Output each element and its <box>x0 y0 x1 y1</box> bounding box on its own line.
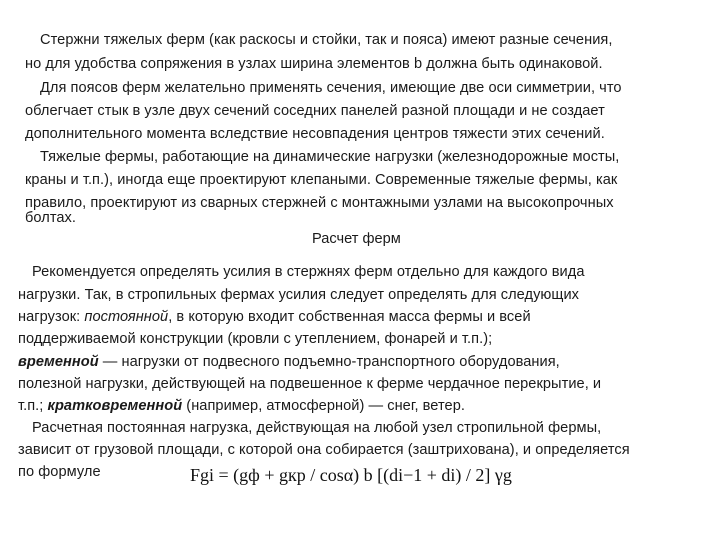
paragraph4-line7-suffix: (например, атмосферной) — снег, ветер. <box>182 398 465 414</box>
paragraph2-line2: облегчает стык в узле двух сечений соседних панелей разной площади и не создает <box>25 103 605 119</box>
paragraph3-line2: краны и т.п.), иногда еще проектируют клепаными. Современные тяжелые фермы, как <box>25 172 618 188</box>
paragraph1-line2: но для удобства сопряжения в узлах ширина элементов b должна быть одинаковой. <box>25 56 603 72</box>
paragraph4-line3 <box>18 307 531 328</box>
term-temporary-load: временной <box>18 354 99 370</box>
paragraph4-line5 <box>18 352 560 373</box>
section-heading: Расчет ферм <box>312 231 401 247</box>
paragraph4-line2: нагрузки. Так, в стропильных фермах усилия следует определять для следующих <box>18 287 580 303</box>
paragraph5-line1: Расчетная постоянная нагрузка, действующая на любой узел стропильной фермы, <box>32 420 602 436</box>
paragraph4-line1: Рекомендуется определять усилия в стержнях ферм отдельно для каждого вида <box>32 264 585 280</box>
paragraph5-line2: зависит от грузовой площади, с которой она собирается (заштрихована), и определяется <box>18 442 630 458</box>
paragraph4-line7 <box>18 396 465 417</box>
paragraph3-line4: болтах. <box>25 210 77 226</box>
term-short-term-load: кратковременной <box>47 398 183 414</box>
paragraph4-line3-suffix: , в которую входит собственная масса фермы и всей <box>168 309 531 325</box>
paragraph4-line4: поддерживаемой конструкции (кровли с утеплением, фонарей и т.п.); <box>18 331 493 347</box>
paragraph2-line3: дополнительного момента вследствие несовпадения центров тяжести этих сечений. <box>25 126 605 142</box>
paragraph4-line5-suffix: — нагрузки от подвесного подъемно-транспортного оборудования, <box>98 354 560 370</box>
paragraph2-line1: Для поясов ферм желательно применять сечения, имеющие две оси симметрии, что <box>40 80 622 96</box>
paragraph3-line1: Тяжелые фермы, работающие на динамические нагрузки (железнодорожные мосты, <box>40 149 620 165</box>
paragraph3-line3: правило, проектируют из сварных стержней с монтажными узлами на высокопрочных <box>25 195 614 211</box>
paragraph4-line6: полезной нагрузки, действующей на подвешенное к ферме чердачное перекрытие, и <box>18 376 602 392</box>
paragraph1-line1: Стержни тяжелых ферм (как раскосы и стойки, так и пояса) имеют разные сечения, <box>40 32 613 48</box>
paragraph4-line3-prefix: нагрузок: <box>18 309 85 325</box>
paragraph5-line3: по формуле <box>18 464 101 480</box>
load-formula: Fgi = (gф + gкр / cosα) b [(di−1 + di) / 2] γg <box>190 465 512 485</box>
term-permanent-load: постоянной <box>84 309 169 325</box>
paragraph4-line7-prefix: т.п.; <box>18 398 48 414</box>
